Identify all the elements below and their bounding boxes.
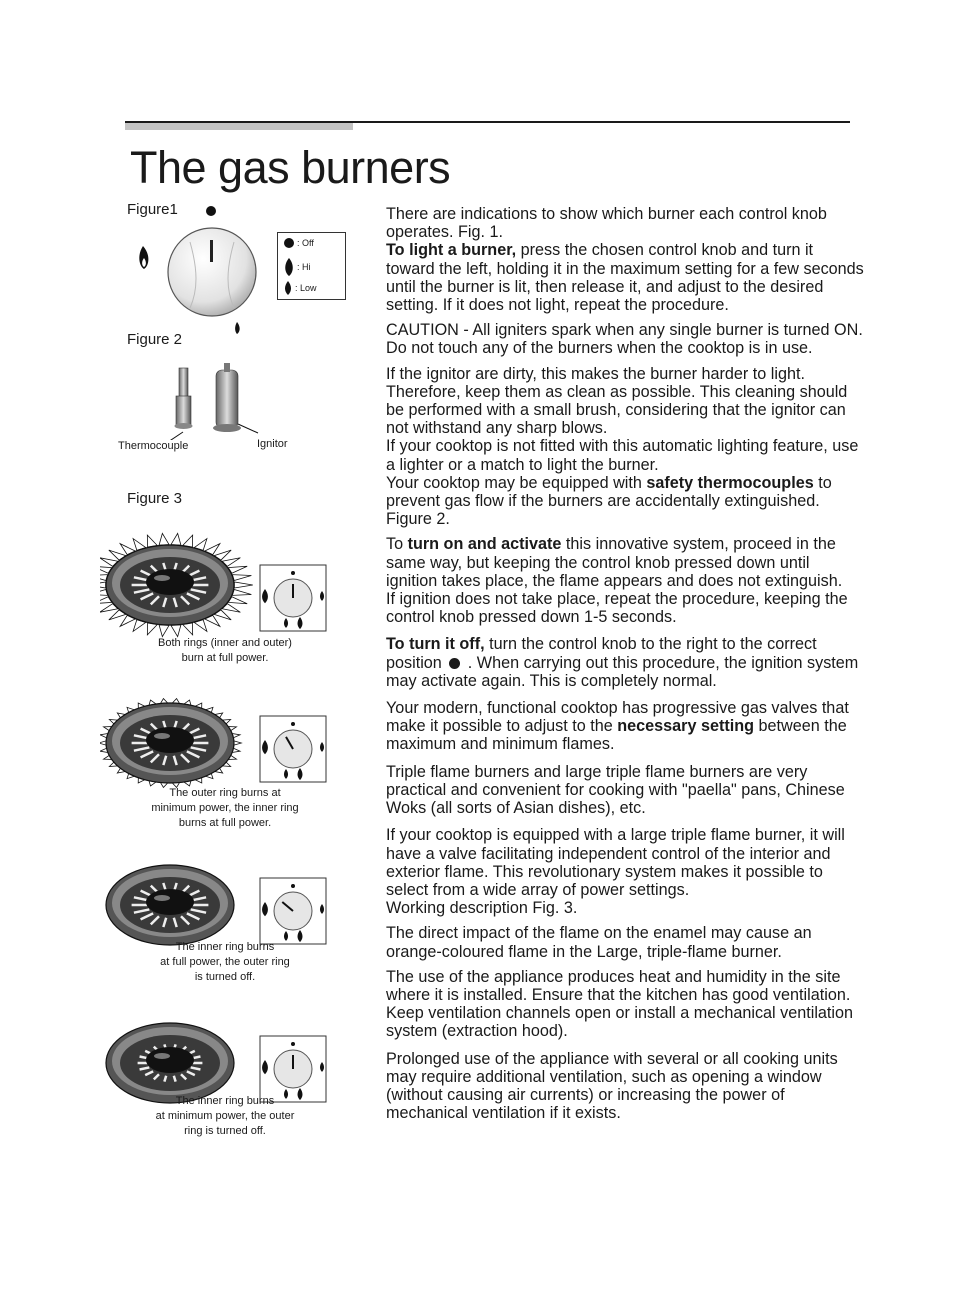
flame-low-icon	[284, 281, 292, 295]
text-thermo-b: to prevent gas flow if the burners are accidentally extinguished. Figure 2.	[386, 473, 832, 529]
paragraph-enamel: The direct impact of the flame on the enamel may cause an orange-coloured flame in the Large, triple-flame burner.	[386, 924, 812, 961]
bold-light-burner: To light a burner,	[386, 241, 517, 260]
text-light-burner: press the chosen control knob and turn it toward the left, holding it in the maximum setting for a few seconds until the burner is lit, then release it, and adjust to the desired setting. If it does not light, repeat the procedure.	[386, 241, 864, 315]
flame-low-icon	[235, 322, 240, 334]
paragraph-activate	[386, 535, 864, 590]
burner-caption-line: The inner ring burns	[175, 941, 275, 953]
burner-caption-2	[140, 786, 310, 831]
text-valves-a: Your modern, functional cooktop has progressive gas valves that make it possible to adjust to the	[386, 699, 849, 736]
burner-caption-line: The inner ring burns	[175, 1095, 275, 1107]
paragraph-light-burner	[386, 241, 864, 314]
legend-hi: : Hi	[297, 262, 311, 272]
figure1-label: Figure1	[127, 201, 178, 218]
paragraph-large-triple: If your cooktop is equipped with a large triple flame burner, it will have a valve facilitating independent control of the interior and exterior flame. This revolutionary system makes it possible to select from a wide array of power settings.	[386, 826, 845, 899]
text-activate-a: To	[386, 535, 408, 554]
paragraph-working-description: Working description Fig. 3.	[386, 899, 578, 918]
off-position-dot	[206, 206, 216, 216]
burner-caption-4	[140, 1094, 310, 1139]
text-valves-b: between the maximum and minimum flames.	[386, 717, 847, 754]
flame-hi-icon	[139, 246, 148, 269]
paragraph-triple-flame: Triple flame burners and large triple flame burners are very practical and convenient for cooking with "paella" pans, Chinese Woks (all sorts of Asian dishes), etc.	[386, 762, 845, 818]
paragraph-lighter: If your cooktop is not fitted with this automatic lighting feature, use a lighter or a match to light the burner.	[386, 437, 859, 474]
burner-caption-line: at minimum power, the outer	[155, 1110, 295, 1122]
paragraph-prolonged-use: Prolonged use of the appliance with several or all cooking units may require additional ventilation, such as opening a window (without causing air currents) or increasing the power of mechanical ventilation if it exists.	[386, 1049, 838, 1123]
legend-off: : Off	[297, 238, 314, 248]
bold-valves: necessary setting	[617, 717, 755, 736]
thermocouple-label: Thermocouple	[118, 440, 189, 452]
text-turn-off-b: . When carrying out this procedure, the ignition system may activate again. This is completely normal.	[386, 653, 859, 690]
ignitor-label: Ignitor	[257, 438, 288, 450]
burner-caption-1	[140, 636, 310, 666]
burner-caption-line: burn at full power.	[181, 652, 269, 664]
burner-caption-line: minimum power, the inner ring	[151, 802, 299, 814]
burner-caption-line: is turned off.	[194, 971, 256, 983]
burner-diagram-2	[100, 688, 340, 798]
paragraph-ignition-retry: If ignition does not take place, repeat the procedure, keeping the control knob pressed down 1-5 seconds.	[386, 590, 848, 627]
burner-caption-line: Both rings (inner and outer)	[158, 637, 292, 649]
burner-caption-line: The outer ring burns at	[169, 787, 281, 799]
flame-hi-icon	[284, 258, 294, 276]
bold-thermo: safety thermocouples	[646, 473, 814, 492]
burner-caption-line: ring is turned off.	[184, 1125, 266, 1137]
header-rule	[125, 121, 850, 123]
bold-activate: turn on and activate	[407, 535, 562, 554]
figure2-label: Figure 2	[127, 331, 183, 348]
knob-legend	[277, 232, 346, 300]
control-knob-illustration	[130, 200, 260, 340]
off-dot-icon	[284, 238, 294, 248]
instructions-text	[386, 205, 864, 1122]
paragraph-ignitor-clean: If the ignitor are dirty, this makes the burner harder to light. Therefore, keep them as clean as possible. This cleaning should be performed with a small brush, considering that the ignitor can not withstand any sharp blows.	[386, 364, 848, 438]
text-thermo-a: Your cooktop may be equipped with	[386, 473, 647, 492]
paragraph-ventilation: The use of the appliance produces heat and humidity in the site where it is installed. Ensure that the kitchen has good ventilation. Keep ventilation channels open or install a mechanical ventilation system (extraction hood).	[386, 967, 854, 1041]
off-dot-icon	[449, 658, 460, 669]
header-rule-accent	[125, 122, 353, 130]
legend-low: : Low	[295, 283, 317, 293]
paragraph-caution: CAUTION - All igniters spark when any single burner is turned ON. Do not touch any of the burners when the cooktop is in use.	[386, 321, 863, 358]
paragraph-indications: There are indications to show which burner each control knob operates. Fig. 1.	[386, 205, 827, 242]
text-activate-b: this innovative system, proceed in the same way, but keeping the control knob pressed down until ignition takes place, the flame appears and does not extinguish.	[386, 535, 843, 590]
bold-turn-off: To turn it off,	[386, 635, 485, 654]
burner-diagram-1	[100, 530, 340, 640]
burner-caption-line: at full power, the outer ring	[160, 956, 290, 968]
paragraph-turn-off	[386, 635, 864, 690]
figure3-label: Figure 3	[127, 490, 183, 507]
burner-caption-line: burns at full power.	[178, 817, 272, 829]
page-title: The gas burners	[130, 142, 451, 193]
burner-caption-3	[140, 940, 310, 985]
thermocouple-ignitor-illustration	[150, 360, 270, 440]
paragraph-thermocouples	[386, 474, 864, 529]
paragraph-valves	[386, 699, 864, 754]
text-turn-off-a: turn the control knob to the right to the correct position	[386, 635, 817, 672]
